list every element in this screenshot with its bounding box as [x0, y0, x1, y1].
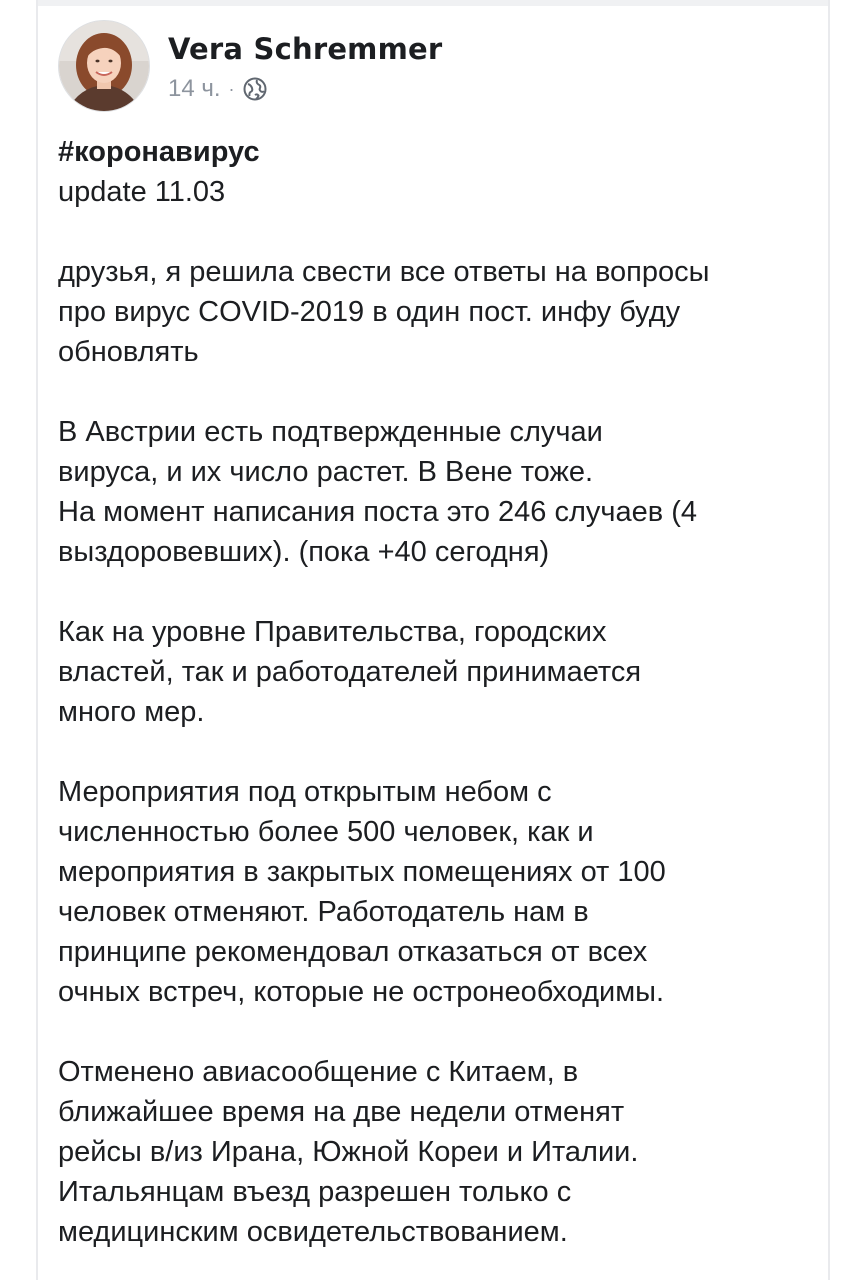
post-paragraph: Мероприятия под открытым небом с численностью более 500 человек, как и мероприятия в закрытых помещениях от 100 человек отменяют. Работодатель нам в принципе рекомендовал отказаться от всех очных встреч, которые не остронеобходимы.	[58, 776, 666, 1008]
post-paragraph: друзья, я решила свести все ответы на вопросы про вирус COVID-2019 в один пост. инфу буду обновлять	[58, 256, 710, 368]
card-left-border	[36, 0, 38, 1280]
avatar-photo	[59, 21, 149, 111]
hashtag-link[interactable]: #коронавирус	[58, 136, 260, 168]
post-paragraph: Как на уровне Правительства, городских властей, так и работодателей принимается много мер.	[58, 616, 642, 728]
post-meta	[168, 29, 442, 103]
post-paragraph: В Австрии есть подтвержденные случаи вируса, и их число растет. В Вене тоже. На момент написания поста это 246 случаев (4 выздоровевших). (пока +40 сегодня)	[58, 416, 698, 568]
post-header	[58, 20, 442, 112]
author-name[interactable]: Vera Schremmer	[168, 32, 443, 66]
globe-icon[interactable]	[243, 77, 267, 101]
meta-separator: ·	[228, 78, 235, 99]
avatar[interactable]	[58, 20, 150, 112]
card-top-edge	[36, 0, 830, 6]
update-line: update 11.03	[58, 176, 226, 208]
card-right-border	[828, 0, 830, 1280]
post-timestamp[interactable]: 14 ч.	[168, 75, 221, 102]
post-body	[58, 132, 828, 1280]
post-subline	[168, 75, 442, 103]
post-paragraph: Отменено авиасообщение с Китаем, в ближайшее время на две недели отменят рейсы в/из Ирана, Южной Кореи и Италии. Итальянцам въезд разрешен только с медицинским освидетельствованием.	[58, 1056, 639, 1248]
